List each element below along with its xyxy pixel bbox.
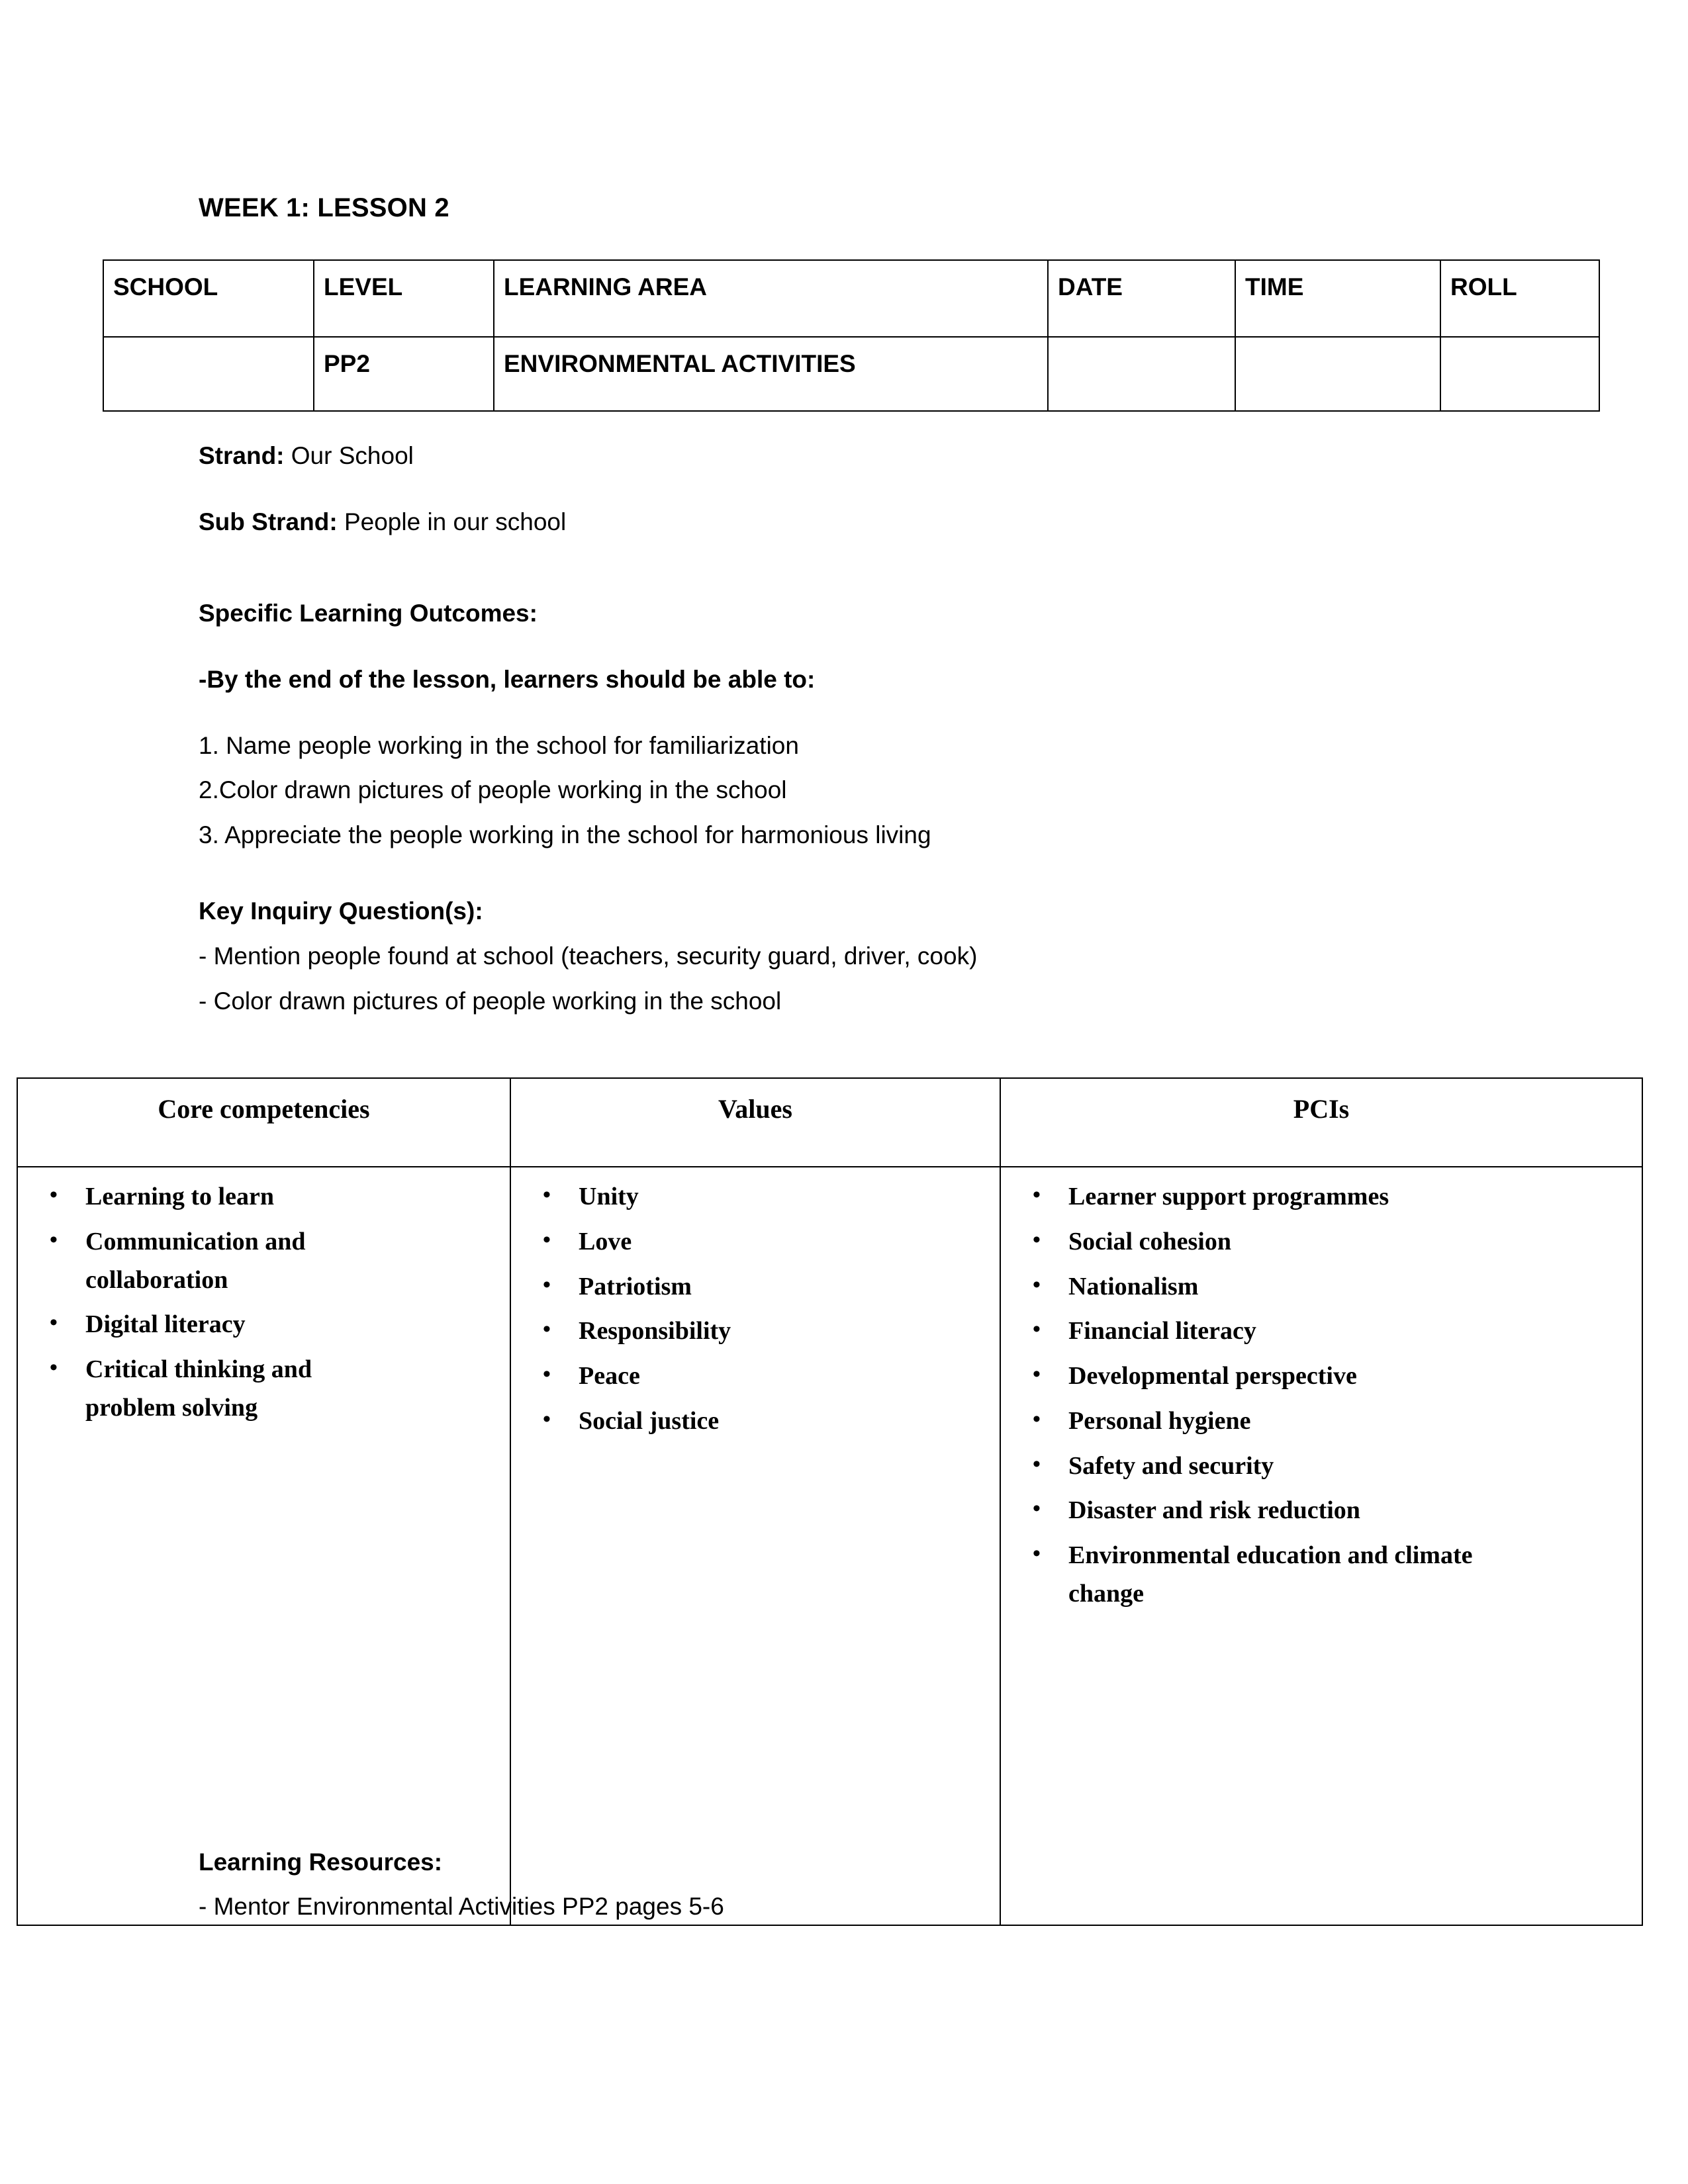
bullet-icon: • — [543, 1406, 551, 1432]
bullet-icon: • — [1033, 1272, 1041, 1297]
page-title: WEEK 1: LESSON 2 — [199, 193, 449, 222]
sub-strand-value: People in our school — [337, 508, 567, 535]
list-item — [543, 1357, 993, 1396]
bullet-icon: • — [1033, 1496, 1041, 1522]
bullet-icon: • — [1033, 1227, 1041, 1252]
list-item-label: Love — [579, 1227, 632, 1255]
bullet-icon: • — [1033, 1183, 1041, 1207]
bullet-icon: • — [1033, 1406, 1041, 1432]
competency-values-pci-table — [17, 1077, 1643, 1926]
sub-strand-label: Sub Strand: — [199, 508, 338, 535]
bullet-icon: • — [50, 1183, 58, 1207]
list-item-label: Social cohesion — [1068, 1227, 1231, 1255]
list-item-label: Safety and security — [1068, 1451, 1274, 1480]
core-competencies-list — [24, 1178, 503, 1428]
cell-roll — [1440, 337, 1599, 411]
cell-date — [1048, 337, 1235, 411]
header-school: SCHOOL — [103, 260, 314, 337]
list-item — [50, 1306, 503, 1344]
pcis-list — [1008, 1178, 1635, 1614]
key-inquiry-question-item: - Color drawn pictures of people working in the school — [199, 987, 782, 1015]
list-item-label: Financial literacy — [1068, 1317, 1256, 1345]
bullet-icon: • — [50, 1355, 58, 1380]
key-inquiry-questions-heading: Key Inquiry Question(s): — [199, 897, 483, 925]
lesson-info-table — [103, 259, 1600, 412]
list-item — [1033, 1402, 1635, 1441]
header-core-competencies: Core competencies — [17, 1078, 510, 1167]
list-item — [1033, 1268, 1635, 1306]
list-item-label: Personal hygiene — [1068, 1406, 1251, 1435]
list-item — [1033, 1537, 1635, 1614]
cell-school — [103, 337, 314, 411]
table-row — [103, 337, 1599, 411]
cell-core-competencies — [17, 1167, 510, 1925]
bullet-icon: • — [543, 1317, 551, 1342]
values-list — [518, 1178, 993, 1441]
list-item — [50, 1178, 503, 1216]
bullet-icon: • — [1033, 1451, 1041, 1477]
learning-outcome-item: 3. Appreciate the people working in the school for harmonious living — [199, 821, 931, 848]
list-item-label: Responsibility — [579, 1317, 731, 1345]
header-date: DATE — [1048, 260, 1235, 337]
sub-strand-line — [199, 510, 566, 534]
list-item-label: Learner support programmes — [1068, 1183, 1389, 1210]
key-inquiry-question-item: - Mention people found at school (teachers, security guard, driver, cook) — [199, 942, 978, 970]
strand-value: Our School — [284, 442, 414, 469]
list-item — [543, 1402, 993, 1441]
list-item — [543, 1312, 993, 1351]
bullet-icon: • — [50, 1310, 58, 1336]
list-item — [543, 1268, 993, 1306]
list-item-label: Peace — [579, 1362, 640, 1390]
list-item — [1033, 1492, 1635, 1530]
header-roll: ROLL — [1440, 260, 1599, 337]
learning-resource-item: - Mentor Environmental Activities PP2 pages 5-6 — [199, 1893, 724, 1920]
cell-values — [510, 1167, 1000, 1925]
list-item — [50, 1223, 503, 1300]
list-item-label: Communication and collaboration — [85, 1227, 306, 1294]
list-item-label: Social justice — [579, 1406, 720, 1435]
bullet-icon: • — [1033, 1541, 1041, 1566]
bullet-icon: • — [1033, 1317, 1041, 1342]
list-item-label: Patriotism — [579, 1272, 692, 1300]
cell-pcis — [1000, 1167, 1642, 1925]
learning-resources-heading: Learning Resources: — [199, 1848, 443, 1876]
list-item-label: Disaster and risk reduction — [1068, 1496, 1360, 1525]
header-level: LEVEL — [314, 260, 494, 337]
cell-level: PP2 — [314, 337, 494, 411]
table-row-header — [17, 1078, 1642, 1167]
strand-line — [199, 443, 414, 468]
list-item-label: Unity — [579, 1183, 639, 1210]
cell-time — [1235, 337, 1440, 411]
bullet-icon: • — [50, 1227, 58, 1252]
table-row — [17, 1167, 1642, 1925]
list-item — [1033, 1447, 1635, 1486]
header-pcis: PCIs — [1000, 1078, 1642, 1167]
strand-label: Strand: — [199, 442, 285, 469]
list-item-label: Learning to learn — [85, 1183, 274, 1210]
list-item — [1033, 1312, 1635, 1351]
list-item — [50, 1351, 503, 1428]
table-row-header — [103, 260, 1599, 337]
list-item-label: Digital literacy — [85, 1310, 246, 1339]
header-values: Values — [510, 1078, 1000, 1167]
list-item — [1033, 1357, 1635, 1396]
learning-outcome-item: 2.Color drawn pictures of people working in the school — [199, 776, 787, 803]
bullet-icon: • — [1033, 1362, 1041, 1387]
bullet-icon: • — [543, 1227, 551, 1252]
list-item — [543, 1178, 993, 1216]
bullet-icon: • — [543, 1362, 551, 1387]
list-item — [1033, 1223, 1635, 1261]
learning-outcome-item: 1. Name people working in the school for familiarization — [199, 732, 799, 759]
list-item-label: Developmental perspective — [1068, 1362, 1357, 1390]
list-item — [1033, 1178, 1635, 1216]
cell-learning-area: ENVIRONMENTAL ACTIVITIES — [494, 337, 1048, 411]
list-item-label: Environmental education and climate change — [1068, 1541, 1473, 1608]
list-item-label: Nationalism — [1068, 1272, 1199, 1300]
specific-learning-outcomes-subheading: -By the end of the lesson, learners should be able to: — [199, 666, 816, 693]
bullet-icon: • — [543, 1272, 551, 1297]
list-item — [543, 1223, 993, 1261]
specific-learning-outcomes-heading: Specific Learning Outcomes: — [199, 600, 538, 627]
bullet-icon: • — [543, 1183, 551, 1207]
header-learning-area: LEARNING AREA — [494, 260, 1048, 337]
list-item-label: Critical thinking and problem solving — [85, 1355, 312, 1422]
header-time: TIME — [1235, 260, 1440, 337]
